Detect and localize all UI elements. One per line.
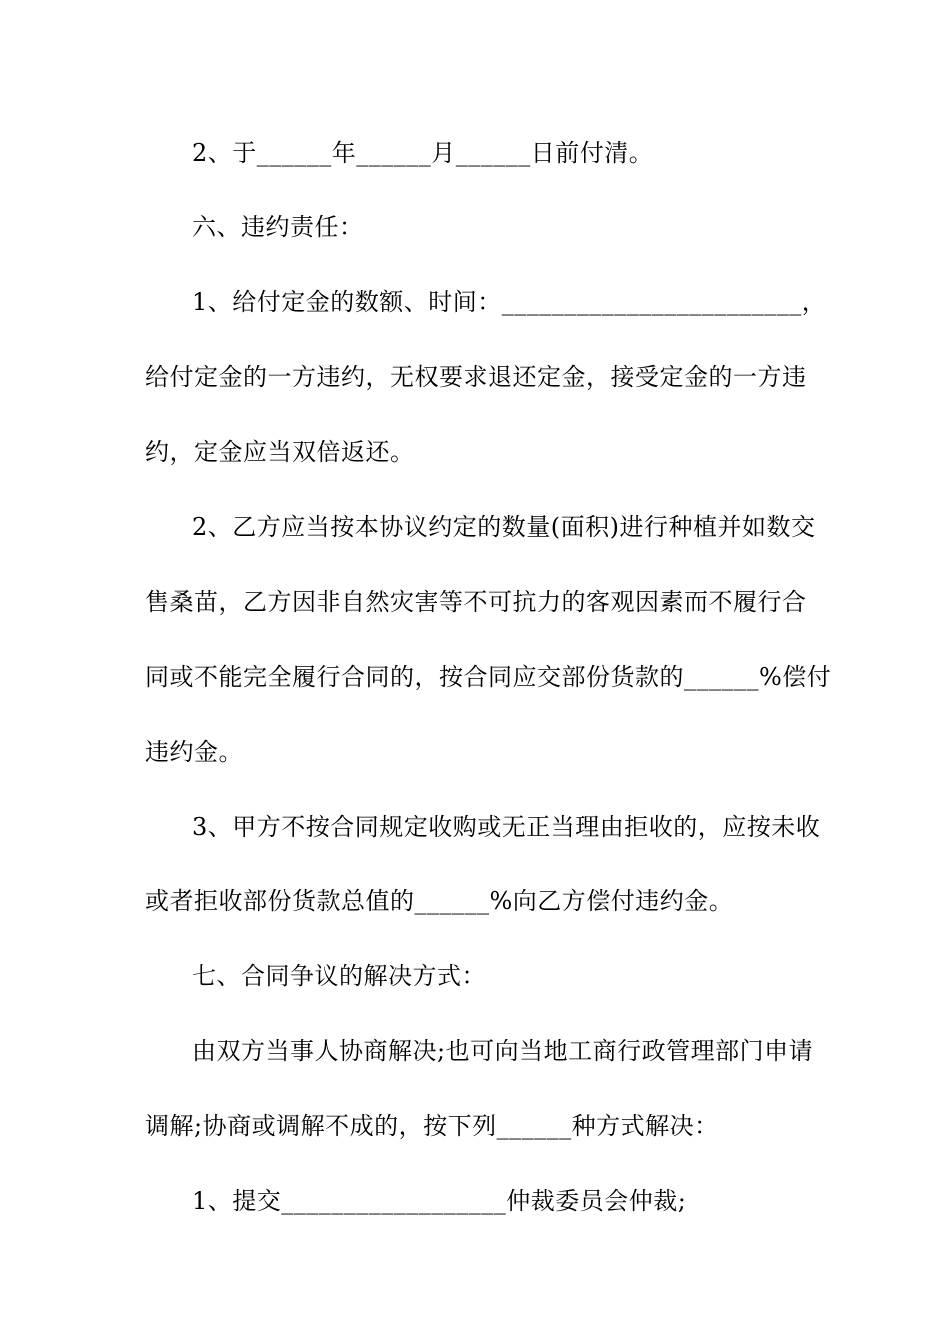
- text-line-party-a-purchase: 3、甲方不按合同规定收购或无正当理由拒收的，应按未收: [192, 813, 821, 841]
- text-line-rejection-penalty: 或者拒收部份货款总值的______%向乙方偿付违约金。: [145, 887, 734, 915]
- section-heading-breach-liability: 六、违约责任：: [192, 213, 364, 241]
- section-heading-dispute-resolution: 七、合同争议的解决方式：: [192, 962, 486, 990]
- text-line-deposit-return: 约，定金应当双倍返还。: [145, 438, 415, 466]
- text-line-penalty: 违约金。: [145, 738, 243, 766]
- text-line-negotiation: 由双方当事人协商解决;也可向当地工商行政管理部门申请: [192, 1037, 814, 1065]
- text-line-deposit-breach: 给付定金的一方违约，无权要求退还定金，接受定金的一方违: [145, 363, 807, 391]
- text-line-arbitration: 1、提交__________________仲裁委员会仲裁;: [192, 1187, 687, 1215]
- text-line-mediation: 调解;协商或调解不成的，按下列______种方式解决：: [145, 1112, 719, 1140]
- text-line-payment-percent: 同或不能完全履行合同的，按合同应交部份货款的______%偿付: [145, 663, 832, 691]
- text-line-deposit-amount: 1、给付定金的数额、时间：________________________，: [192, 288, 827, 316]
- text-line-party-b-planting: 2、乙方应当按本协议约定的数量(面积)进行种植并如数交: [192, 513, 816, 541]
- text-line-force-majeure: 售桑苗，乙方因非自然灾害等不可抗力的客观因素而不履行合: [145, 588, 807, 616]
- text-line-payment-date: 2、于______年______月______日前付清。: [192, 139, 654, 167]
